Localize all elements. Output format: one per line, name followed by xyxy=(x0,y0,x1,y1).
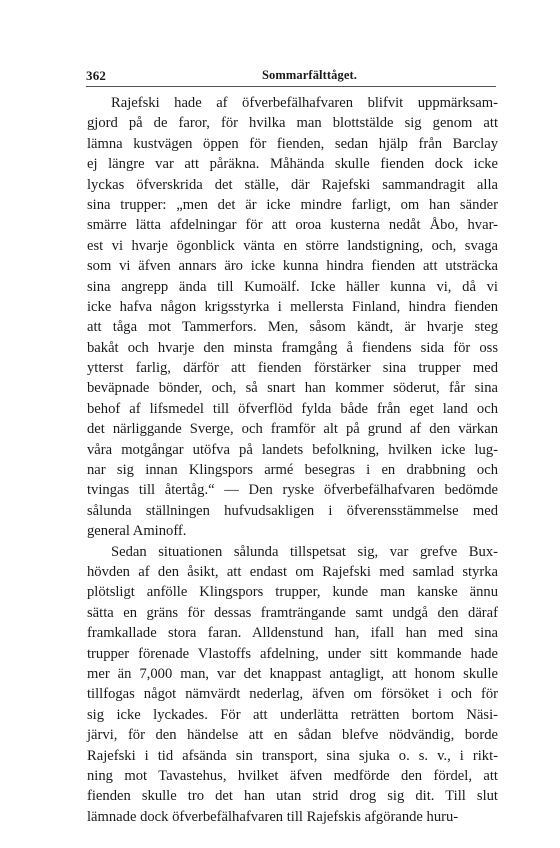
text-line: gjord på de faror, för hvilka man blottstälde sig genom att xyxy=(87,115,498,132)
running-title: Sommarfälttåget. xyxy=(262,68,357,82)
text-line: sina trupper: „men det är icke mindre farligt, om han sänder xyxy=(87,196,498,213)
text-line: lämnade dock öfverbefälhafvaren till Rajefskis afgörande huru- xyxy=(87,808,459,825)
text-line: som vi äfven annars äro icke kunna hindra fienden att utsträcka xyxy=(87,258,498,275)
text-line: bakåt och hvarje den minsta framgång å fiendens sida för oss xyxy=(87,339,498,356)
text-line: lämna kustvägen öppen för fienden, sedan hjälp från Barclay xyxy=(87,135,498,152)
text-line: tillfogas något nämvärdt nederlag, äfven om försöket i och för xyxy=(87,686,498,703)
text-line: ning mot Tavastehus, hvilket äfven medförde den fördel, att xyxy=(87,767,498,784)
text-line: fienden skulle tro det han utan strid drog sig dit. Till slut xyxy=(87,788,498,805)
text-line: plötsligt anfölle Klingspors trupper, kunde man kanske ännu xyxy=(87,584,498,601)
text-line: icke hafva någon krigsstyrka i mellersta Finland, hindra fienden xyxy=(87,298,498,315)
paragraph xyxy=(87,542,498,827)
text-line: det närliggande Sverge, och framför alt på grund af den värkan xyxy=(87,421,498,438)
running-head xyxy=(86,68,494,88)
page-number: 362 xyxy=(86,68,107,83)
text-line: lyckas öfverskrida det ställe, där Rajefski sammandragit alla xyxy=(87,176,498,193)
text-line: sina angrepp ända till Kumoälf. Icke häller kunna vi, då vi xyxy=(87,278,498,295)
text-line: ytterst farlig, därför att fienden förstärker sina trupper med xyxy=(87,360,498,377)
text-line: sålunda ställningen hufvudsakligen i öfverensstämmelse med xyxy=(87,502,498,519)
text-line: hövden af den åsikt, att endast om Rajefski med samlad styrka xyxy=(87,563,498,580)
text-line: ej längre var att påräkna. Måhända skulle fienden dock icke xyxy=(87,156,498,173)
text-line: smärre lätta afdelningar för att oroa kusterna nedåt Åbo, hvar- xyxy=(87,217,498,234)
paragraph xyxy=(87,93,498,542)
text-line: nar sig innan Klingspors armé besegras i en drabbning och xyxy=(87,462,498,479)
text-line: Rajefski i tid afsända sin transport, sina sjuka o. s. v., i rikt- xyxy=(87,747,498,764)
text-line: sig icke lyckades. För att underlätta reträtten bortom Näsi- xyxy=(87,706,498,723)
header-rule xyxy=(86,86,496,87)
text-line: tvingas till återtåg.“ — Den ryske öfverbefälhafvaren bedömde xyxy=(87,482,498,499)
text-line: trupper förenade Vlastoffs afdelning, under sitt kommande hade xyxy=(87,645,498,662)
text-line: beväpnade bönder, och, så snart han kommer söderut, får sina xyxy=(87,380,498,397)
text-line: att tåga mot Tammerfors. Men, såsom kändt, är hvarje steg xyxy=(87,319,498,336)
text-line: våra motgångar utöfva på landets befolkning, hvilken icke lug- xyxy=(87,441,498,458)
text-line: Sedan situationen sålunda tillspetsat sig, var grefve Bux- xyxy=(111,543,498,560)
text-line: mer än 7,000 man, var det knappast antagligt, att honom skulle xyxy=(87,665,498,682)
text-line: framkallade stora faran. Alldenstund han, ifall han med sina xyxy=(87,625,498,642)
text-line: est vi hvarje ögonblick vänta en större landstigning, och, svaga xyxy=(87,237,498,254)
text-line: sätta en gräns för dessas framträngande samt undgå den däraf xyxy=(87,604,498,621)
text-line: general Aminoff. xyxy=(87,523,187,540)
text-line: Rajefski hade af öfverbefälhafvaren blifvit uppmärksam- xyxy=(111,95,498,111)
body-text xyxy=(87,93,498,827)
text-line: järvi, för den händelse att en sådan blefve nödvändig, borde xyxy=(87,727,498,744)
text-line: behof af lifsmedel till öfverflöd fylda både från eget land och xyxy=(87,400,498,417)
